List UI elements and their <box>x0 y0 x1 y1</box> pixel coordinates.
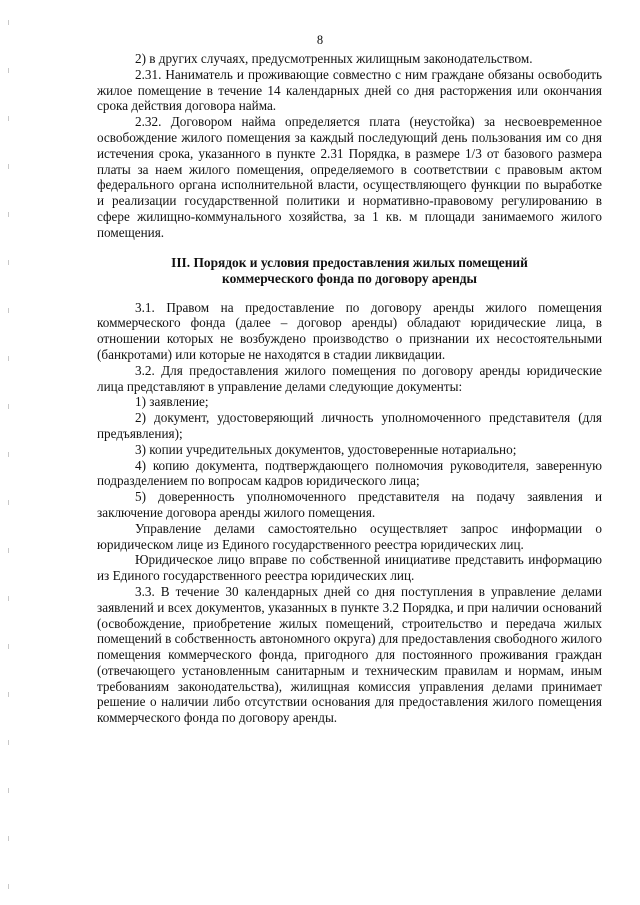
paragraph-2-32: 2.32. Договором найма определяется плата (неустойка) за несвоевременное освобождение жилого помещения за каждый последующий день пользования им со дня истечения срока, указанного в пункте 2.31 Порядка, в размере 1/3 от базового размера платы за наем жилого помещения, определяемого в соответствии с правовым актом федерального органа исполнительной власти, осуществляющего функции по выработке и реализации государственной политики и нормативно-правовому регулированию в сфере жилищно-коммунального хозяйства, за 1 кв. м площади занимаемого жилого помещения. <box>97 114 602 240</box>
page-number: 8 <box>316 33 324 47</box>
list-item-1: 1) заявление; <box>135 394 209 410</box>
paragraph-2-30-item-2: 2) в других случаях, предусмотренных жилищным законодательством. <box>135 51 533 66</box>
section-heading-line-1: III. Порядок и условия предоставления жилых помещений <box>171 254 528 270</box>
paragraph-2-31: 2.31. Наниматель и проживающие совместно с ним граждане обязаны освободить жилое помещение в течение 14 календарных дней со дня расторжения или окончания срока действия договора найма. <box>97 66 602 114</box>
list-item-2: 2) документ, удостоверяющий личность уполномоченного представителя (для предъявления); <box>97 410 602 441</box>
list-item-5: 5) доверенность уполномоченного представителя на подачу заявления и заключение договора аренды жилого помещения. <box>97 489 602 520</box>
section-heading-3 <box>97 255 602 287</box>
document-body <box>97 51 602 726</box>
paragraph-3-1: 3.1. Правом на предоставление по договору аренды жилого помещения коммерческого фонда (далее – договор аренды) обладают юридические лица, в отношении которых не возбуждено производство о признании их несостоятельными (банкротами) или которые не находятся в стадии ликвидации. <box>97 299 602 362</box>
paragraph-registry-initiative: Юридическое лицо вправе по собственной инициативе представить информацию из Единого государственного реестра юридических лиц. <box>97 552 602 584</box>
paragraph-3-2: 3.2. Для предоставления жилого помещения по договору аренды юридические лица представляют в управление делами следующие документы: <box>97 362 602 394</box>
paragraph-3-3: 3.3. В течение 30 календарных дней со дня поступления в управление делами заявлений и всех документов, указанных в пункте 3.2 Порядка, и при наличии оснований (освобождение, приобретение жилых помещений, строительство и передача жилых помещений в собственность автономного округа) для предоставления свободного жилого помещения коммерческого фонда, пригодного для постоянного проживания граждан (отвечающего установленным санитарным и техническим правилам и нормам, иным требованиям законодательства), жилищная комиссия управления делами принимает решение о наличии либо отсутствии основания для предоставления жилого помещения коммерческого фонда по договору аренды. <box>97 583 602 726</box>
list-item-4: 4) копию документа, подтверждающего полномочия руководителя, заверенную подразделением по вопросам кадров юридического лица; <box>97 457 602 489</box>
list-item-3: 3) копии учредительных документов, удостоверенные нотариально; <box>135 441 517 457</box>
paragraph-registry-request: Управление делами самостоятельно осуществляет запрос информации о юридическом лице из Единого государственного реестра юридических лиц. <box>97 520 602 552</box>
section-heading-line-2: коммерческого фонда по договору аренды <box>222 270 477 286</box>
scan-margin-marks <box>8 20 10 900</box>
